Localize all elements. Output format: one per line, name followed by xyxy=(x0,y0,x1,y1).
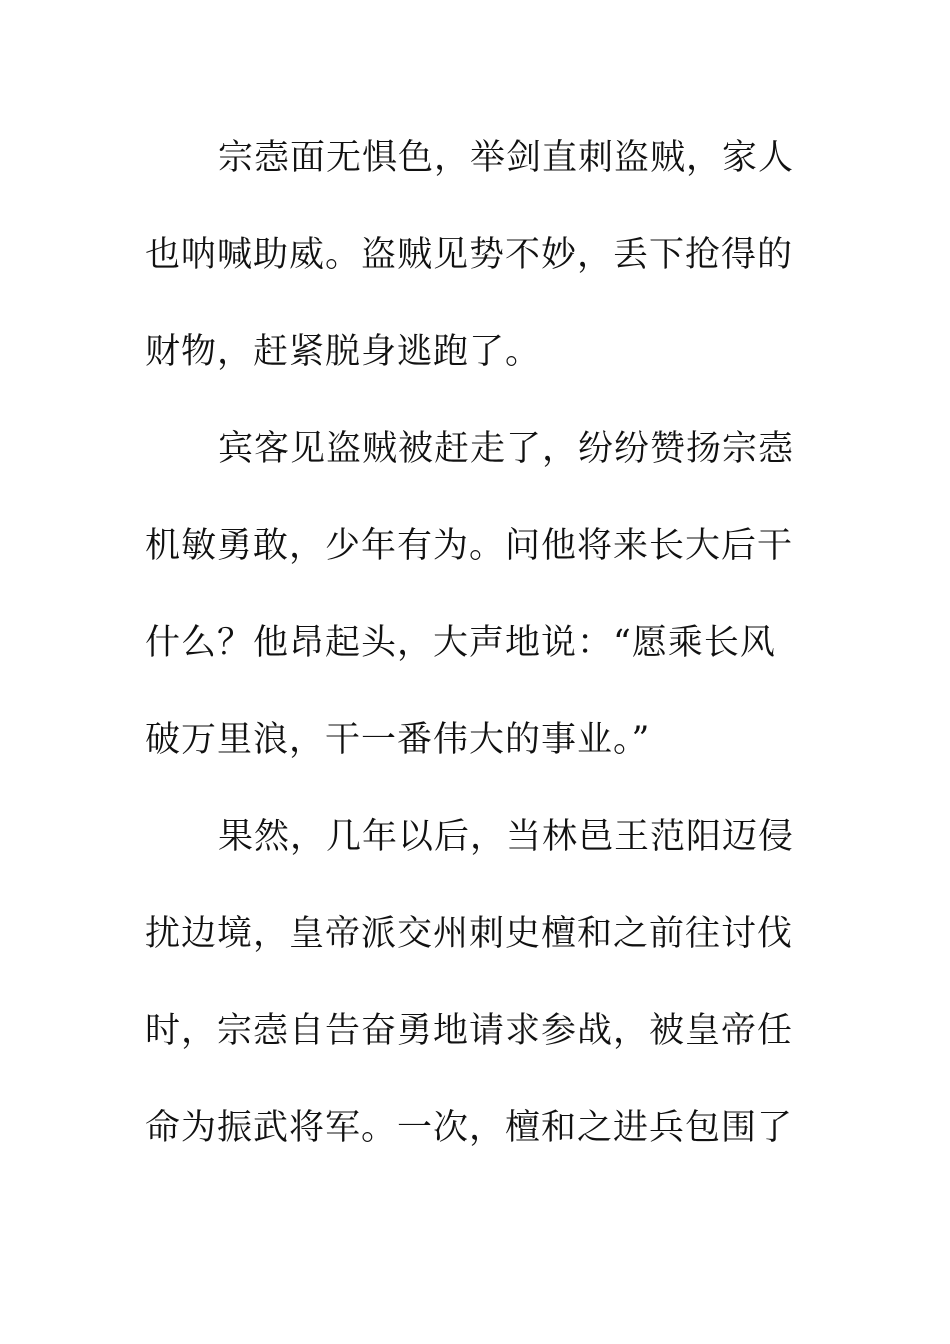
paragraph-line: 宾客见盗贼被赶走了，纷纷赞扬宗悫 xyxy=(218,429,795,469)
paragraph-line: 命为振武将军。一次，檀和之进兵包围了 xyxy=(145,1108,794,1148)
paragraph-line: 宗悫面无惧色，举剑直刺盗贼，家人 xyxy=(218,138,795,178)
paragraph-line: 什么？他昂起头，大声地说：“愿乘长风 xyxy=(145,623,776,663)
paragraph-line: 扰边境，皇帝派交州刺史檀和之前往讨伐 xyxy=(145,914,794,954)
paragraph-line: 财物，赶紧脱身逃跑了。 xyxy=(145,332,542,372)
paragraph-line: 破万里浪，干一番伟大的事业。” xyxy=(145,720,651,760)
paragraph-line: 果然，几年以后，当林邑王范阳迈侵 xyxy=(218,817,795,857)
paragraph-line: 机敏勇敢，少年有为。问他将来长大后干 xyxy=(145,526,794,566)
paragraph-line: 也呐喊助威。盗贼见势不妙，丢下抢得的 xyxy=(145,235,794,275)
paragraph-line: 时，宗悫自告奋勇地请求参战，被皇帝任 xyxy=(145,1011,794,1051)
body-text xyxy=(145,127,805,1194)
